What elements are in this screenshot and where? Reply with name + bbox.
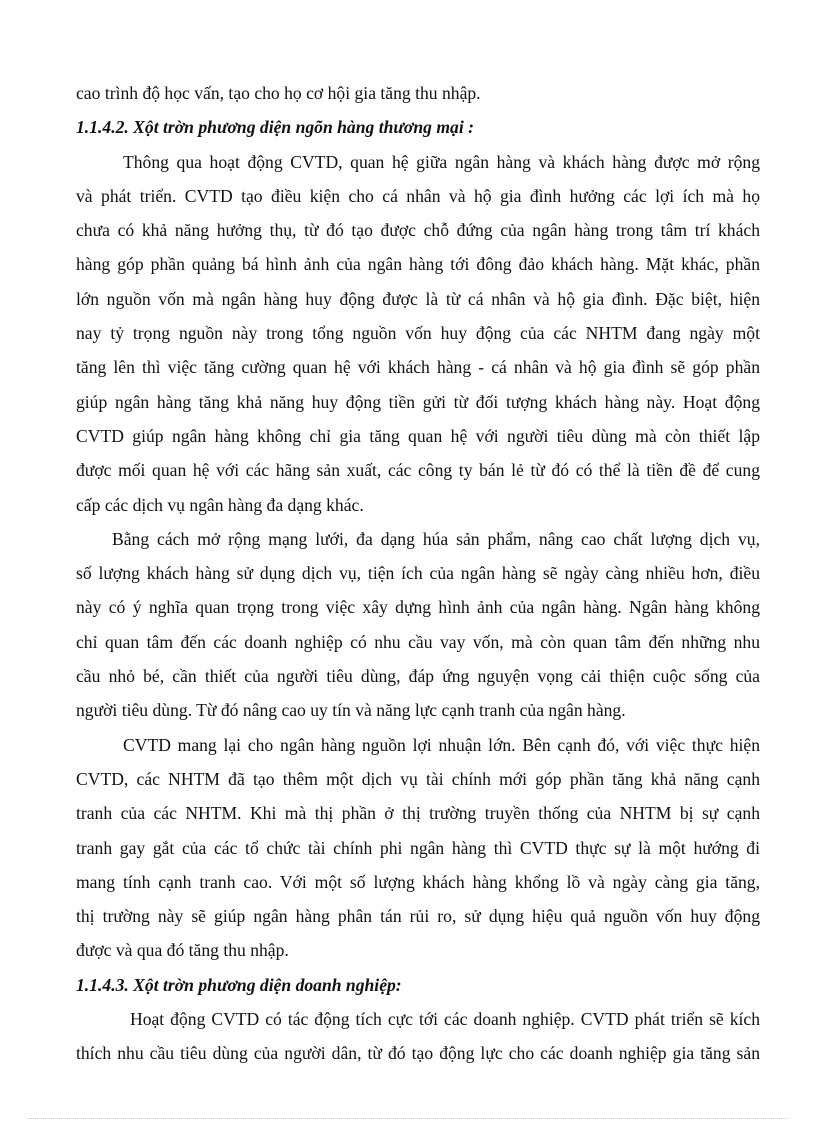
text-line: cấp các dịch vụ ngân hàng đa dạng khác.	[76, 494, 364, 515]
text-line: hàng góp phần quảng bá hình ảnh của ngân hàng tới đông đảo khách hàng. Mặt khác, phần	[76, 254, 760, 275]
text-line: thích nhu cầu tiêu dùng của người dân, từ đó tạo động lực cho các doanh nghiệp gia tăng sản	[76, 1043, 760, 1064]
document-page	[76, 76, 760, 1071]
text-line: nay tỷ trọng nguồn này trong tổng nguồn vốn huy động của các NHTM đang ngày một	[76, 323, 760, 344]
text-line: CVTD giúp ngân hàng không chỉ gia tăng quan hệ với người tiêu dùng mà còn thiết lập	[76, 425, 760, 446]
text-line: tranh gay gắt của các tổ chức tài chính phi ngân hàng thì CVTD thực sự là một hướng đi	[76, 837, 760, 858]
text-line: mang tính cạnh tranh cao. Với một số lượng khách hàng khổng lồ và ngày càng gia tăng,	[76, 871, 760, 892]
text-line: Thông qua hoạt động CVTD, quan hệ giữa ngân hàng và khách hàng được mở rộng	[123, 151, 760, 172]
text-line: chỉ quan tâm đến các doanh nghiệp có nhu cầu vay vốn, mà còn quan tâm đến những nhu	[76, 631, 760, 652]
text-line: Bằng cách mở rộng mạng lưới, đa dạng húa sản phẩm, nâng cao chất lượng dịch vụ,	[112, 528, 760, 549]
text-line: chưa có khả năng hưởng thụ, từ đó tạo được chỗ đứng của ngân hàng trong tâm trí khách	[76, 220, 760, 241]
text-line: này có ý nghĩa quan trọng trong việc xây dựng hình ảnh của ngân hàng. Ngân hàng không	[76, 597, 760, 618]
text-line: người tiêu dùng. Từ đó nâng cao uy tín và năng lực cạnh tranh của ngân hàng.	[76, 700, 626, 721]
text-line: tăng lên thì việc tăng cường quan hệ với khách hàng - cá nhân và hộ gia đình sẽ góp phần	[76, 357, 760, 378]
text-line: thị trường này sẽ giúp ngân hàng phân tán rủi ro, sử dụng hiệu quả nguồn vốn huy động	[76, 906, 760, 927]
section-heading: 1.1.4.2. Xột trờn phương diện ngõn hàng thương mại :	[76, 117, 474, 138]
text-line: tranh của các NHTM. Khi mà thị phần ở thị trường truyền thống của NHTM bị sự cạnh	[76, 803, 760, 824]
text-line: được mối quan hệ với các hãng sản xuất, các công ty bán lẻ từ đó có thể là tiền đề để cung	[76, 460, 760, 481]
text-line: và phát triển. CVTD tạo điều kiện cho cá nhân và hộ gia đình hưởng các lợi ích mà họ	[76, 185, 760, 206]
text-line: CVTD mang lại cho ngân hàng nguồn lợi nhuận lớn. Bên cạnh đó, với việc thực hiện	[123, 734, 760, 755]
text-line: được và qua đó tăng thu nhập.	[76, 940, 289, 961]
text-line: cao trình độ học vấn, tạo cho họ cơ hội gia tăng thu nhập.	[76, 83, 481, 103]
text-line: giúp ngân hàng tăng khả năng huy động tiền gửi từ đối tượng khách hàng này. Hoạt động	[76, 391, 760, 412]
text-line: số lượng khách hàng sử dụng dịch vụ, tiện ích của ngân hàng sẽ ngày càng nhiều hơn, điều	[76, 563, 760, 584]
text-line: cầu nhỏ bé, cần thiết của người tiêu dùng, đáp ứng nguyện vọng cải thiện cuộc sống của	[76, 666, 760, 687]
text-line: Hoạt động CVTD có tác động tích cực tới các doanh nghiệp. CVTD phát triển sẽ kích	[130, 1009, 760, 1030]
text-line: CVTD, các NHTM đã tạo thêm một dịch vụ tài chính mới góp phần tăng khả năng cạnh	[76, 768, 760, 789]
page-bottom-divider	[28, 1118, 788, 1119]
section-heading: 1.1.4.3. Xột trờn phương diện doanh nghiệp:	[76, 974, 402, 995]
text-line: lớn nguồn vốn mà ngân hàng huy động được là từ cá nhân và hộ gia đình. Đặc biệt, hiện	[76, 288, 760, 309]
